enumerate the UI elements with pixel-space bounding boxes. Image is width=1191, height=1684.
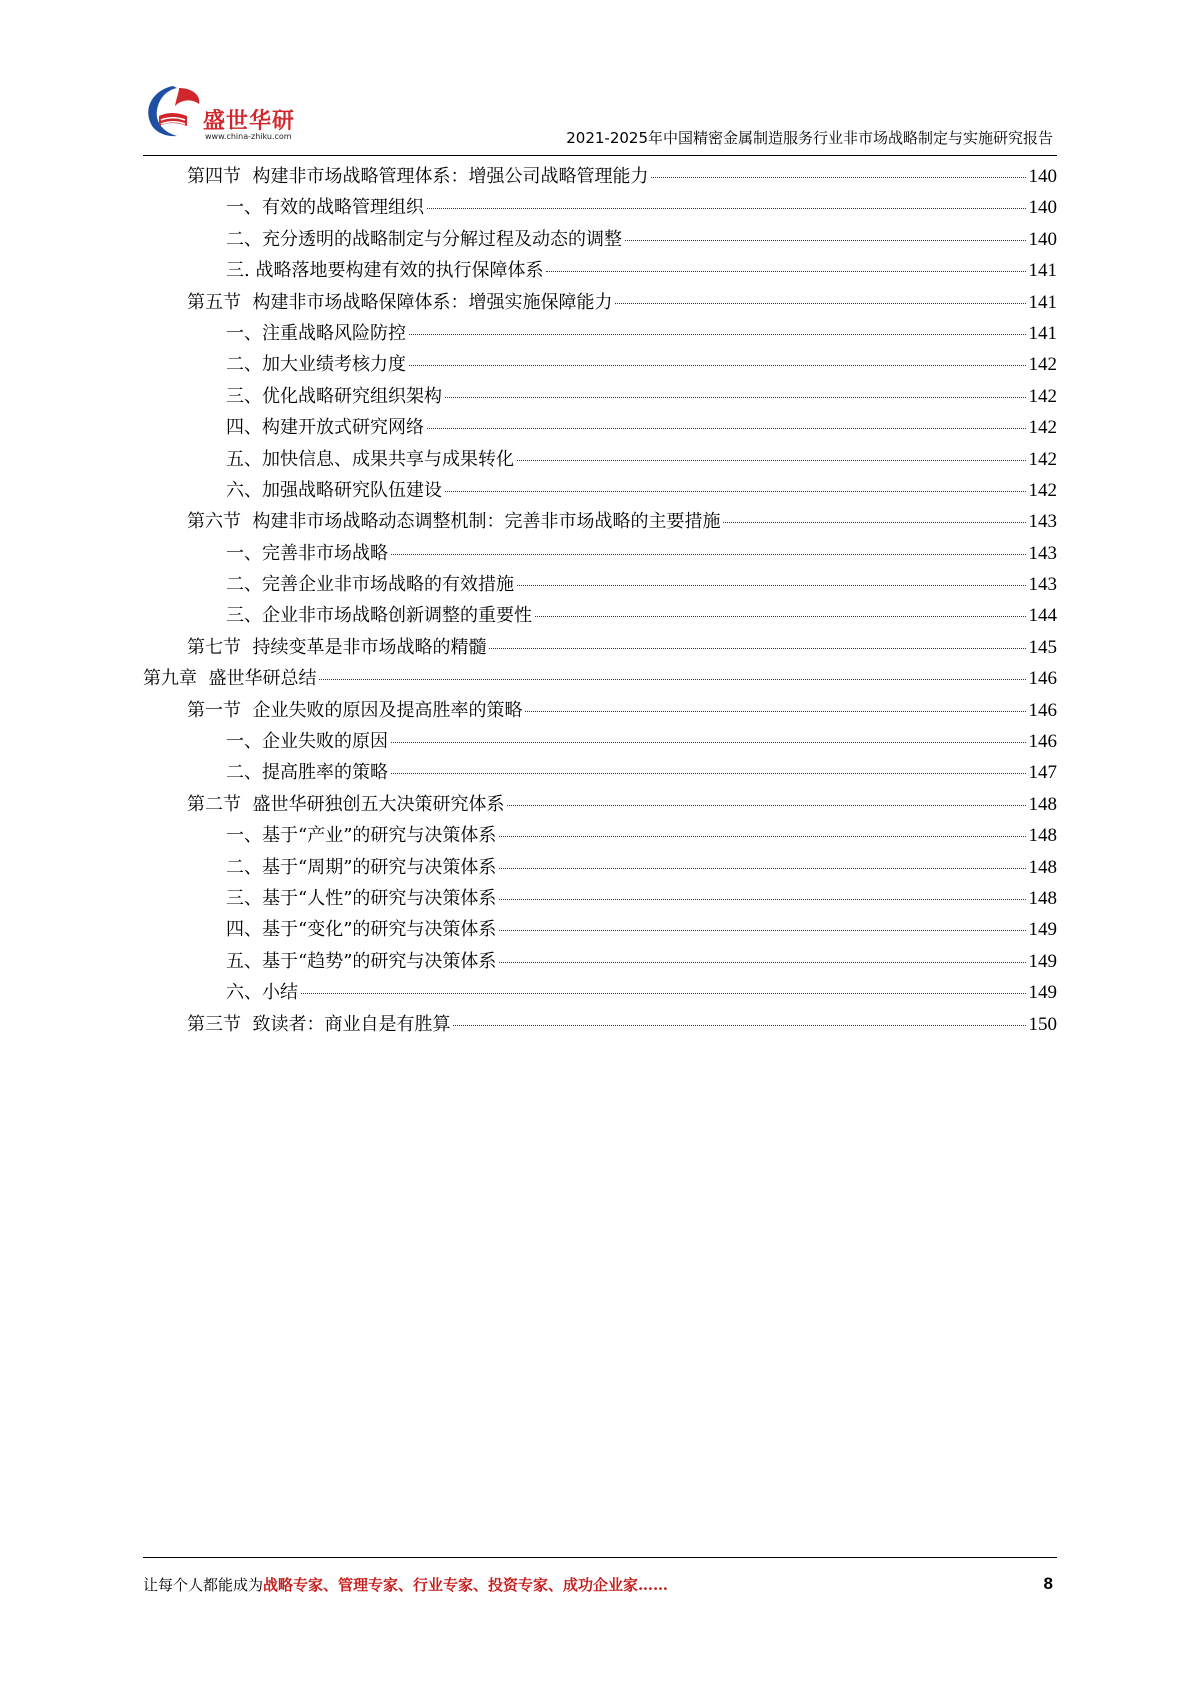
toc-subsection-entry[interactable] [143,946,1057,977]
toc-entry-title: 六、小结 [226,982,298,1004]
toc-entry-title: 第七节 持续变革是非市场战略的精髓 [187,636,487,658]
toc-entry-title: 五、加快信息、成果共享与成果转化 [226,448,514,470]
toc-leader-dots [427,208,1026,209]
toc-entry-page: 148 [1028,793,1057,815]
toc-entry-page: 142 [1028,448,1057,470]
toc-entry-page: 143 [1028,542,1057,564]
page-number: 8 [1043,1574,1053,1593]
toc-entry-title: 四、基于“变化”的研究与决策体系 [226,919,497,941]
toc-entry-title: 三、基于“人性”的研究与决策体系 [226,887,497,909]
toc-section-entry[interactable] [143,1009,1057,1040]
toc-subsection-entry[interactable] [143,349,1057,380]
toc-leader-dots [517,460,1026,461]
toc-subsection-entry[interactable] [143,852,1057,883]
toc-entry-page: 145 [1028,636,1057,658]
toc-leader-dots [445,491,1026,492]
toc-subsection-entry[interactable] [143,600,1057,631]
logo-url: www.china-zhiku.com [205,132,292,141]
toc-subsection-entry[interactable] [143,914,1057,945]
table-of-contents [143,161,1057,1040]
slogan-lead: 让每个人都能成为 [143,1576,264,1594]
toc-leader-dots [546,271,1025,272]
toc-entry-title: 第五节 构建非市场战略保障体系：增强实施保障能力 [187,291,613,313]
toc-entry-title: 二、基于“周期”的研究与决策体系 [226,856,497,878]
toc-entry-page: 148 [1028,856,1057,878]
toc-entry-title: 一、有效的战略管理组织 [226,197,424,219]
logo-name: 盛世华研 [203,109,296,134]
toc-leader-dots [391,554,1026,555]
toc-leader-dots [525,711,1025,712]
toc-entry-title: 一、基于“产业”的研究与决策体系 [226,825,497,847]
toc-entry-title: 三. 战略落地要构建有效的执行保障体系 [226,260,544,282]
toc-entry-title: 第九章 盛世华研总结 [143,668,317,690]
toc-leader-dots [409,334,1026,335]
toc-subsection-entry[interactable] [143,318,1057,349]
toc-leader-dots [625,240,1026,241]
slogan-roles: 战略专家、管理专家、行业专家、投资专家、成功企业家…… [263,1576,669,1594]
toc-entry-title: 一、企业失败的原因 [226,731,388,753]
toc-entry-page: 142 [1028,385,1057,407]
toc-entry-title: 二、提高胜率的策略 [226,762,388,784]
toc-entry-title: 三、优化战略研究组织架构 [226,385,442,407]
toc-entry-title: 二、充分透明的战略制定与分解过程及动态的调整 [226,228,622,250]
page-footer [143,1574,1057,1600]
toc-leader-dots [499,930,1025,931]
toc-entry-page: 143 [1028,511,1057,533]
toc-entry-page: 141 [1028,291,1057,313]
toc-leader-dots [651,177,1025,178]
logo [143,82,313,144]
report-title: 2021-2025年中国精密金属制造服务行业非市场战略制定与实施研究报告 [566,129,1053,147]
toc-entry-page: 146 [1028,699,1057,721]
toc-entry-page: 148 [1028,825,1057,847]
toc-entry-page: 140 [1028,197,1057,219]
toc-leader-dots [391,773,1026,774]
page-header [143,82,1057,154]
footer-divider [143,1557,1057,1558]
toc-leader-dots [409,365,1026,366]
toc-entry-page: 146 [1028,668,1057,690]
toc-leader-dots [517,585,1026,586]
toc-leader-dots [723,522,1025,523]
toc-entry-title: 六、加强战略研究队伍建设 [226,479,442,501]
toc-chapter-entry[interactable] [143,663,1057,694]
toc-subsection-entry[interactable] [143,726,1057,757]
toc-section-entry[interactable] [143,161,1057,192]
toc-entry-title: 五、基于“趋势”的研究与决策体系 [226,950,497,972]
toc-subsection-entry[interactable] [143,820,1057,851]
toc-section-entry[interactable] [143,632,1057,663]
toc-entry-title: 第三节 致读者：商业自是有胜算 [187,1013,451,1035]
toc-section-entry[interactable] [143,789,1057,820]
toc-leader-dots [499,962,1025,963]
toc-subsection-entry[interactable] [143,255,1057,286]
toc-entry-page: 142 [1028,354,1057,376]
toc-entry-page: 140 [1028,166,1057,187]
toc-subsection-entry[interactable] [143,224,1057,255]
toc-entry-title: 四、构建开放式研究网络 [226,417,424,439]
toc-leader-dots [507,805,1025,806]
toc-entry-page: 143 [1028,574,1057,596]
toc-section-entry[interactable] [143,506,1057,537]
toc-leader-dots [453,1025,1025,1026]
toc-entry-title: 三、企业非市场战略创新调整的重要性 [226,605,532,627]
toc-subsection-entry[interactable] [143,883,1057,914]
toc-leader-dots [499,899,1025,900]
toc-subsection-entry[interactable] [143,475,1057,506]
toc-leader-dots [489,648,1025,649]
toc-entry-page: 142 [1028,479,1057,501]
toc-leader-dots [427,428,1026,429]
logo-emblem-icon [143,82,205,140]
toc-subsection-entry[interactable] [143,192,1057,223]
header-divider [143,155,1057,156]
toc-entry-page: 150 [1028,1013,1057,1035]
toc-entry-page: 149 [1028,950,1057,972]
toc-entry-page: 148 [1028,887,1057,909]
toc-entry-title: 二、加大业绩考核力度 [226,354,406,376]
toc-section-entry[interactable] [143,695,1057,726]
toc-leader-dots [391,742,1026,743]
toc-entry-page: 142 [1028,417,1057,439]
toc-leader-dots [535,616,1026,617]
toc-subsection-entry[interactable] [143,569,1057,600]
toc-entry-title: 第二节 盛世华研独创五大决策研究体系 [187,793,505,815]
toc-subsection-entry[interactable] [143,444,1057,475]
toc-entry-page: 144 [1028,605,1057,627]
toc-subsection-entry[interactable] [143,977,1057,1008]
toc-entry-page: 149 [1028,919,1057,941]
toc-entry-title: 第四节 构建非市场战略管理体系：增强公司战略管理能力 [187,166,649,187]
toc-entry-title: 一、注重战略风险防控 [226,322,406,344]
toc-leader-dots [499,868,1025,869]
toc-entry-title: 第六节 构建非市场战略动态调整机制：完善非市场战略的主要措施 [187,511,721,533]
toc-entry-page: 146 [1028,731,1057,753]
toc-entry-title: 一、完善非市场战略 [226,542,388,564]
toc-entry-page: 147 [1028,762,1057,784]
toc-entry-title: 二、完善企业非市场战略的有效措施 [226,574,514,596]
toc-leader-dots [301,993,1026,994]
toc-entry-title: 第一节 企业失败的原因及提高胜率的策略 [187,699,523,721]
toc-entry-page: 141 [1028,260,1057,282]
toc-subsection-entry[interactable] [143,538,1057,569]
toc-subsection-entry[interactable] [143,757,1057,788]
toc-leader-dots [319,679,1025,680]
toc-leader-dots [499,836,1025,837]
toc-section-entry[interactable] [143,287,1057,318]
toc-entry-page: 141 [1028,322,1057,344]
toc-entry-page: 140 [1028,228,1057,250]
toc-subsection-entry[interactable] [143,412,1057,443]
toc-subsection-entry[interactable] [143,381,1057,412]
toc-entry-page: 149 [1028,982,1057,1004]
toc-leader-dots [615,303,1025,304]
toc-leader-dots [445,397,1026,398]
